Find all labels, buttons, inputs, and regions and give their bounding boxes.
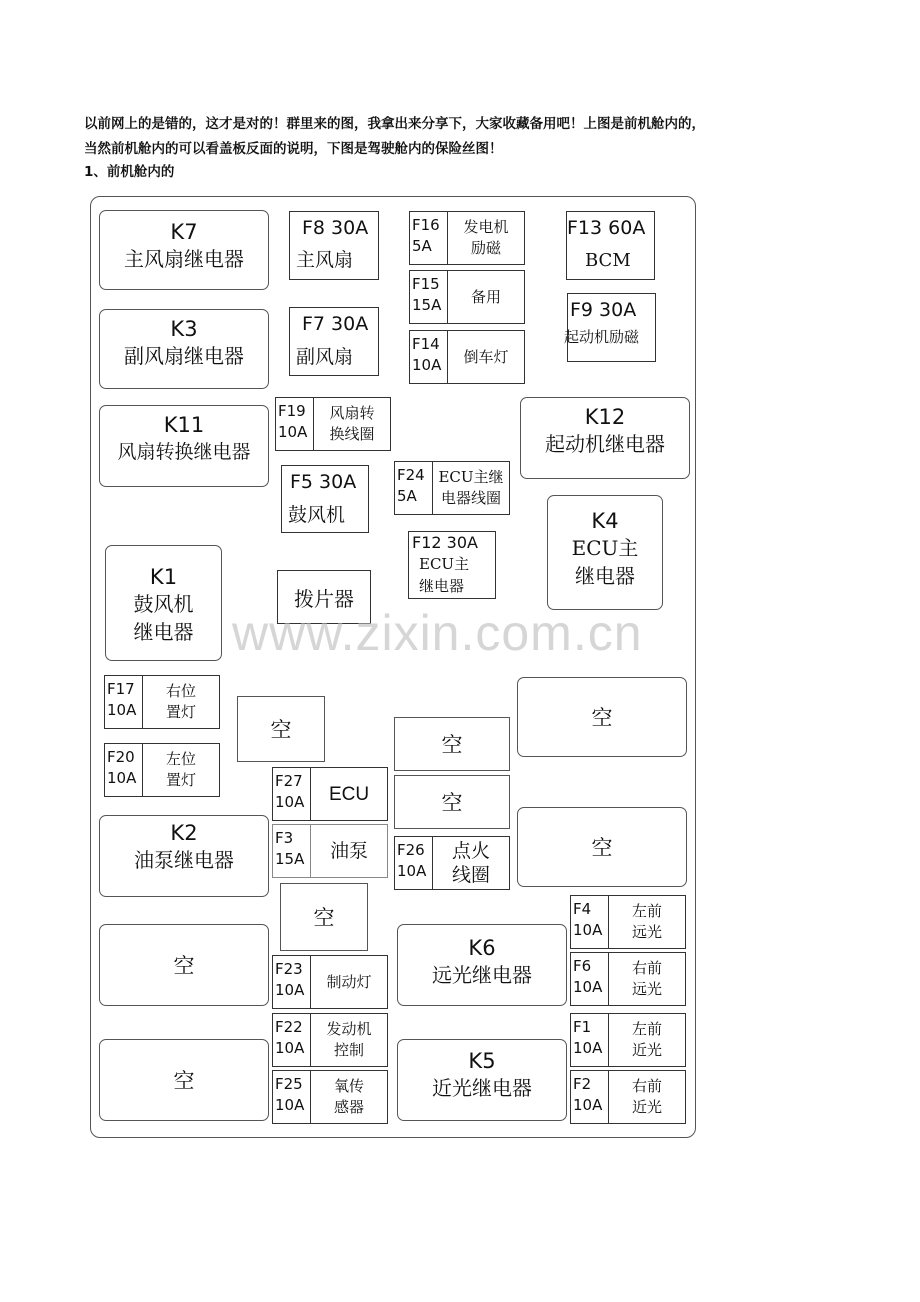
fuse-label: F9 30A [570, 299, 637, 321]
relay-code: K7 [170, 220, 198, 244]
fuse-desc: 右前 近光 [631, 1077, 662, 1116]
empty-slot: 空 [394, 775, 510, 829]
relay-k12 [520, 397, 690, 479]
relay-code: K12 [584, 405, 626, 429]
fuse-rating: F2 10A [571, 1071, 609, 1123]
fuse-rating: F26 10A [395, 837, 433, 889]
relay-k11 [99, 405, 269, 487]
fuse-f23 [272, 955, 388, 1009]
fuse-desc: 点火 线圈 [451, 840, 490, 886]
fuse-desc: 风扇转 换线圈 [329, 404, 375, 443]
fuse-desc: 右前 远光 [631, 959, 662, 998]
relay-name: 起动机继电器 [545, 432, 665, 456]
fuse-rating: F4 10A [571, 896, 609, 948]
relay-k7 [99, 210, 269, 290]
fuse-label: F8 30A [302, 217, 369, 239]
relay-name-line-1: 鼓风机 [133, 592, 194, 616]
relay-name-line-2: 继电器 [575, 564, 635, 588]
relay-k1 [105, 545, 222, 661]
fuse-f7 [289, 307, 379, 376]
section-heading: 1、前机舱内的 [84, 164, 175, 180]
relay-k2 [99, 815, 269, 897]
watermark: www.zixin.com.cn [232, 605, 643, 661]
relay-code: K1 [149, 565, 178, 589]
fuse-desc: 发电机 励磁 [463, 218, 509, 257]
empty-slot: 空 [517, 807, 687, 887]
relay-k5 [397, 1039, 567, 1121]
empty-slot: 空 [394, 717, 510, 771]
paddle-shifter-module: 拨片器 [277, 570, 371, 624]
fuse-rating: F22 10A [273, 1014, 311, 1066]
fuse-desc: 油泵 [329, 839, 368, 862]
fuse-f3 [272, 824, 388, 878]
relay-k4 [547, 495, 663, 610]
fuse-label: F12 30A [412, 533, 478, 552]
fuse-f16 [409, 211, 525, 265]
fuse-rating: F24 5A [395, 462, 433, 514]
relay-name-line-1: ECU主 [571, 536, 639, 560]
fuse-desc: 左前 远光 [631, 902, 662, 941]
fuse-f14 [409, 330, 525, 384]
relay-k3 [99, 309, 269, 389]
empty-slot: 空 [237, 696, 325, 762]
relay-name-line-2: 继电器 [133, 620, 194, 644]
fuse-f17 [104, 675, 220, 729]
fuse-rating: F27 10A [273, 768, 311, 820]
fuse-desc: 氧传 感器 [333, 1077, 364, 1116]
fuse-f20 [104, 743, 220, 797]
fuse-rating: F15 15A [410, 271, 448, 323]
fuse-desc: 起动机励磁 [564, 328, 640, 346]
fuse-desc: 倒车灯 [463, 347, 509, 366]
relay-code: K5 [468, 1049, 496, 1073]
fuse-desc-line-1: ECU主 [419, 555, 470, 573]
fuse-f8 [289, 211, 379, 280]
fuse-desc: 备用 [470, 287, 501, 306]
fuse-f15 [409, 270, 525, 324]
fuse-rating: F17 10A [105, 676, 143, 728]
fuse-f6 [570, 952, 686, 1006]
fuse-rating: F3 15A [273, 825, 311, 877]
fuse-f13 [566, 211, 655, 280]
relay-name: 主风扇继电器 [124, 247, 244, 271]
empty-slot: 空 [280, 883, 368, 951]
fuse-f25 [272, 1070, 388, 1124]
fuse-f22 [272, 1013, 388, 1067]
intro-line-2: 当然前机舱内的可以看盖板反面的说明，下图是驾驶舱内的保险丝图！ [84, 141, 503, 157]
relay-code: K3 [170, 317, 198, 341]
relay-code: K6 [468, 936, 496, 960]
fuse-box-diagram [90, 196, 696, 1138]
fuse-rating: F14 10A [410, 331, 448, 383]
fuse-rating: F1 10A [571, 1014, 609, 1066]
fuse-f12 [408, 531, 496, 599]
empty-slot: 空 [517, 677, 687, 757]
fuse-rating: F19 10A [276, 398, 314, 450]
empty-slot: 空 [99, 1039, 269, 1121]
fuse-f2 [570, 1070, 686, 1124]
fuse-desc: 制动灯 [326, 972, 372, 991]
relay-name: 近光继电器 [432, 1076, 532, 1100]
fuse-f27 [272, 767, 388, 821]
fuse-rating: F20 10A [105, 744, 143, 796]
fuse-rating: F25 10A [273, 1071, 311, 1123]
fuse-desc: 右位 置灯 [165, 682, 196, 721]
fuse-desc: 左前 近光 [631, 1020, 662, 1059]
relay-code: K11 [163, 413, 205, 437]
fuse-desc: ECU [328, 783, 370, 805]
fuse-f24 [394, 461, 510, 515]
fuse-desc: 副风扇 [296, 346, 354, 368]
intro-line-1: 以前网上的是错的，这才是对的！群里来的图，我拿出来分享下，大家收藏备用吧！上图是前机舱内的， [84, 116, 705, 132]
relay-k6 [397, 924, 567, 1006]
fuse-f1 [570, 1013, 686, 1067]
fuse-f19 [275, 397, 391, 451]
fuse-desc: 左位 置灯 [165, 750, 196, 789]
fuse-desc: ECU主继 电器线圈 [438, 468, 504, 507]
fuse-desc-line-2: 继电器 [419, 577, 465, 595]
relay-name: 油泵继电器 [134, 848, 234, 872]
fuse-desc: 鼓风机 [288, 504, 346, 526]
fuse-f9 [564, 293, 656, 362]
fuse-f5 [281, 465, 369, 533]
fuse-desc: 发动机 控制 [326, 1020, 372, 1059]
fuse-f26 [394, 836, 510, 890]
fuse-desc: 主风扇 [296, 249, 354, 271]
fuse-label: F5 30A [290, 471, 357, 493]
fuse-rating: F6 10A [571, 953, 609, 1005]
relay-name: 远光继电器 [432, 963, 532, 987]
relay-code: K2 [170, 821, 198, 845]
fuse-rating: F23 10A [273, 956, 311, 1008]
relay-code: K4 [591, 509, 619, 533]
fuse-label: F13 60A [567, 217, 646, 239]
empty-slot: 空 [99, 924, 269, 1006]
fuse-rating: F16 5A [410, 212, 448, 264]
relay-name: 副风扇继电器 [124, 344, 244, 368]
fuse-f4 [570, 895, 686, 949]
fuse-label: F7 30A [302, 313, 369, 335]
fuse-desc: BCM [585, 250, 631, 271]
relay-name: 风扇转换继电器 [117, 441, 251, 463]
